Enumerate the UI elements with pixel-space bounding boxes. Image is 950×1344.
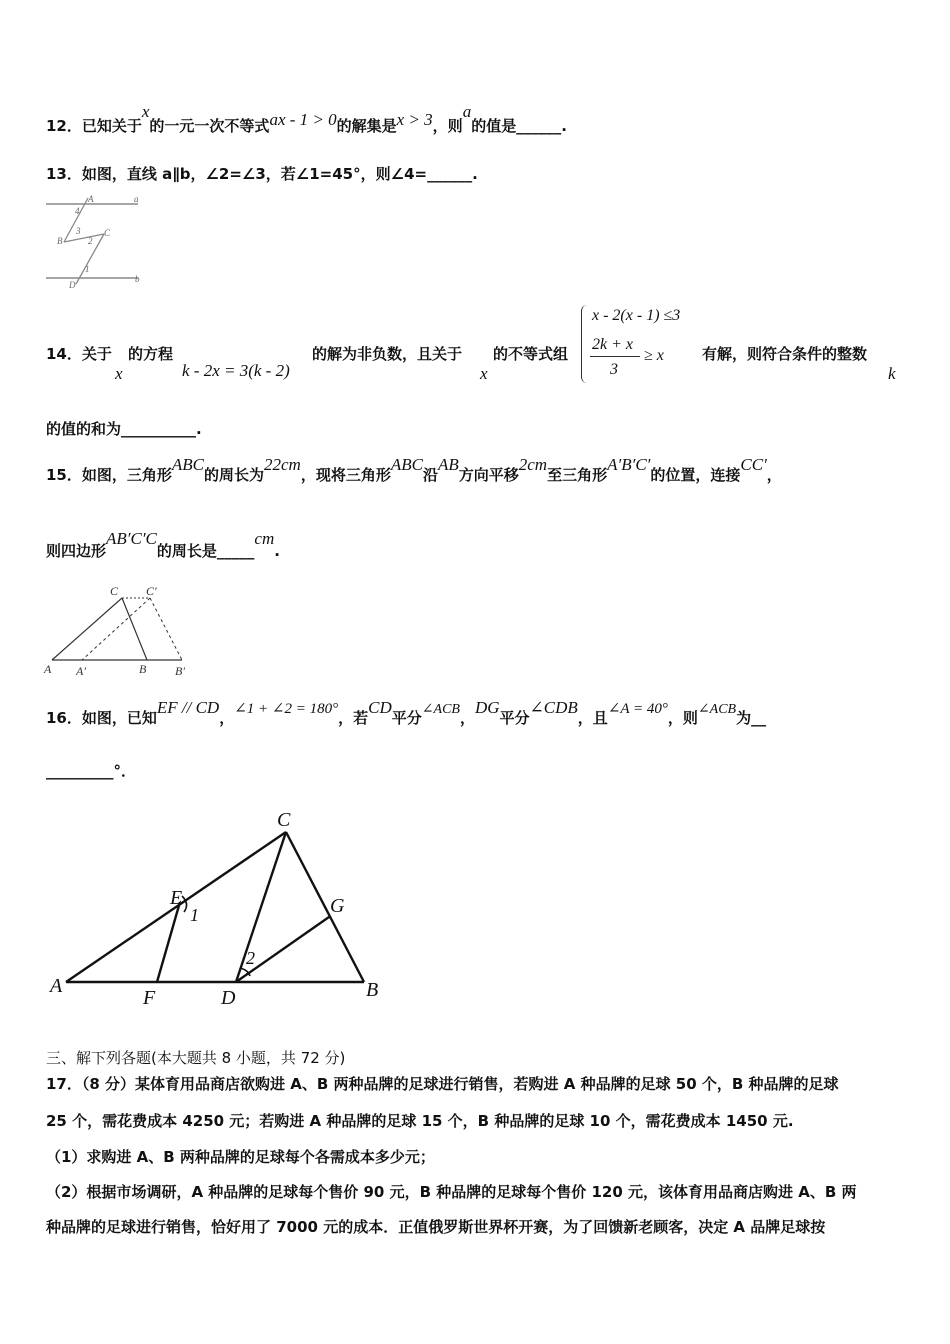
q17-part2-line2: 种品牌的足球进行销售，恰好用了 7000 元的成本．正值俄罗斯世界杯开赛，为了回馈新老顾客，决定 A 品牌足球按 — [46, 1218, 826, 1236]
q14-system-relation: ≥ x — [644, 347, 664, 364]
q13-label-4: 4 — [75, 206, 80, 216]
q16-label-B: B — [366, 979, 379, 1001]
q16-parallel: EF // CD — [156, 698, 220, 717]
q15-perimeter: 22cm — [264, 455, 301, 474]
q14-system-numerator: 2k + x — [592, 336, 633, 353]
q15-shift: 2cm — [518, 455, 548, 474]
q14-equation: k - 2x = 3(k - 2) — [182, 361, 290, 380]
q16-text-9: 为__ — [736, 709, 767, 727]
q17-part1: （1）求购进 A、B 两种品牌的足球每个各需成本多少元； — [46, 1148, 435, 1166]
q15-text-10: 的周长是_____ — [156, 542, 255, 560]
q16-label-G: G — [330, 895, 345, 917]
q14-system-line1: x - 2(x - 1) ≤3 — [592, 307, 681, 324]
q15-abc3: A′B′C′ — [607, 455, 651, 474]
q15-text-8: ， — [766, 466, 782, 484]
q15-cc: CC′ — [740, 455, 767, 474]
q13-figure — [44, 192, 148, 290]
q15-label-C: C — [110, 584, 119, 598]
q15-unit: cm — [254, 529, 275, 548]
q14-text-5: 有解，则符合条件的整数 — [702, 345, 868, 363]
q15-text-3: ，现将三角形 — [300, 466, 391, 484]
q16-acb2: ∠ACB — [697, 702, 737, 717]
q16-text-2: ， — [219, 709, 235, 727]
q15-label-C-prime: C′ — [146, 584, 157, 598]
q14-system-brace — [581, 305, 590, 383]
q16-angle-a: ∠A = 40° — [607, 701, 668, 717]
q12-text-1: 12．已知关于 — [46, 117, 142, 135]
q16-cd: CD — [368, 698, 392, 717]
q12-text-4: ，则 — [432, 117, 463, 135]
q17-line2: 25 个，需花费成本 4250 元；若购进 A 种品牌的足球 15 个，B 种品牌的足球 10 个，需花费成本 1450 元. — [46, 1112, 794, 1130]
q14-var-x: x — [115, 364, 123, 383]
q16-angle-sum: ∠1 + ∠2 = 180° — [234, 701, 339, 717]
q17-line1: 17．（8 分）某体育用品商店欲购进 A、B 两种品牌的足球进行销售，若购进 A 种品牌的足球 50 个，B 种品牌的足球 — [46, 1075, 839, 1093]
q16-figure — [44, 800, 394, 1012]
q16-label-2: 2 — [246, 948, 255, 968]
q15-text-2: 的周长为 — [203, 466, 264, 484]
q17-part2-line1: （2）根据市场调研，A 种品牌的足球每个售价 90 元，B 种品牌的足球每个售价 120 元，该体育用品商店购进 A、B 两 — [46, 1183, 857, 1201]
q15-quad: AB′C′C — [106, 529, 157, 548]
q13-label-1: 1 — [85, 264, 90, 274]
q12-line — [46, 102, 910, 136]
q12-inequality: ax - 1 > 0 — [269, 110, 337, 129]
q15-text-6: 至三角形 — [547, 466, 608, 484]
q16-label-1: 1 — [190, 905, 199, 925]
q15-abc2: ABC — [390, 455, 423, 474]
q15-text-1: 15．如图，三角形 — [46, 466, 172, 484]
q16-acb: ∠ACB — [421, 702, 460, 717]
q16-label-F: F — [143, 987, 156, 1009]
q16-text-4: 平分 — [391, 709, 422, 727]
q16-text-3: ，若 — [338, 709, 369, 727]
q16-line2: _________°． — [46, 762, 137, 780]
q15-text-5: 方向平移 — [458, 466, 519, 484]
q14-text-2: 的方程 — [128, 345, 174, 363]
q16-cdb: ∠CDB — [529, 698, 578, 717]
q14-var-x2: x — [480, 364, 488, 383]
q16-line — [46, 698, 910, 728]
q16-label-E: E — [170, 887, 183, 909]
q16-text-8: ，则 — [667, 709, 698, 727]
q13-label-b: b — [135, 274, 140, 284]
q13-label-3: 3 — [76, 226, 81, 236]
q16-label-A: A — [50, 975, 63, 997]
q15-line2 — [46, 529, 910, 561]
q16-label-C: C — [277, 809, 291, 831]
q16-text-6: 平分 — [499, 709, 530, 727]
q15-label-B-prime: B′ — [175, 664, 185, 678]
q15-line — [46, 455, 910, 485]
q15-label-A-prime: A′ — [76, 664, 86, 678]
q15-text-4: 沿 — [422, 466, 438, 484]
q12-text-5: 的值是______. — [471, 117, 567, 135]
q15-figure — [42, 580, 202, 680]
q15-abc: ABC — [171, 455, 204, 474]
q13-label-2: 2 — [88, 236, 93, 246]
q13-label-A: A — [88, 194, 94, 204]
q12-solution: x > 3 — [396, 110, 433, 129]
q15-text-11: . — [274, 542, 280, 560]
q13-label-D: D — [69, 280, 76, 290]
q13-label-B: B — [57, 236, 63, 246]
q15-label-B: B — [139, 662, 147, 676]
q14-text-4: 的不等式组 — [493, 345, 569, 363]
q12-var-a: a — [462, 102, 472, 121]
q14-system-denominator: 3 — [610, 361, 618, 378]
q15-ab: AB — [437, 455, 459, 474]
q16-text-1: 16．如图，已知 — [46, 709, 157, 727]
q12-text-2: 的一元一次不等式 — [149, 117, 270, 135]
q14-text-1: 14．关于 — [46, 345, 112, 363]
q13-label-C: C — [104, 228, 111, 238]
q12-var-x: x — [141, 102, 150, 121]
q15-text-7: 的位置，连接 — [650, 466, 741, 484]
q16-label-D: D — [221, 987, 236, 1009]
q15-text-9: 则四边形 — [46, 542, 107, 560]
q16-text-7: ，且 — [577, 709, 608, 727]
q14-var-k: k — [888, 364, 896, 383]
q16-dg: DG — [474, 698, 500, 717]
q12-text-3: 的解集是 — [336, 117, 397, 135]
q13-line: 13．如图，直线 a∥b，∠2=∠3，若∠1=45°，则∠4=______. — [46, 165, 478, 183]
q15-label-A: A — [44, 662, 52, 676]
q14-fraction-bar — [590, 356, 640, 357]
q16-text-5: ， — [459, 709, 475, 727]
q14-text-3: 的解为非负数，且关于 — [312, 345, 463, 363]
q13-label-a: a — [134, 194, 139, 204]
q14-line2: 的值的和为__________. — [46, 420, 202, 438]
section3-title: 三、解下列各题(本大题共 8 小题，共 72 分) — [46, 1049, 346, 1067]
